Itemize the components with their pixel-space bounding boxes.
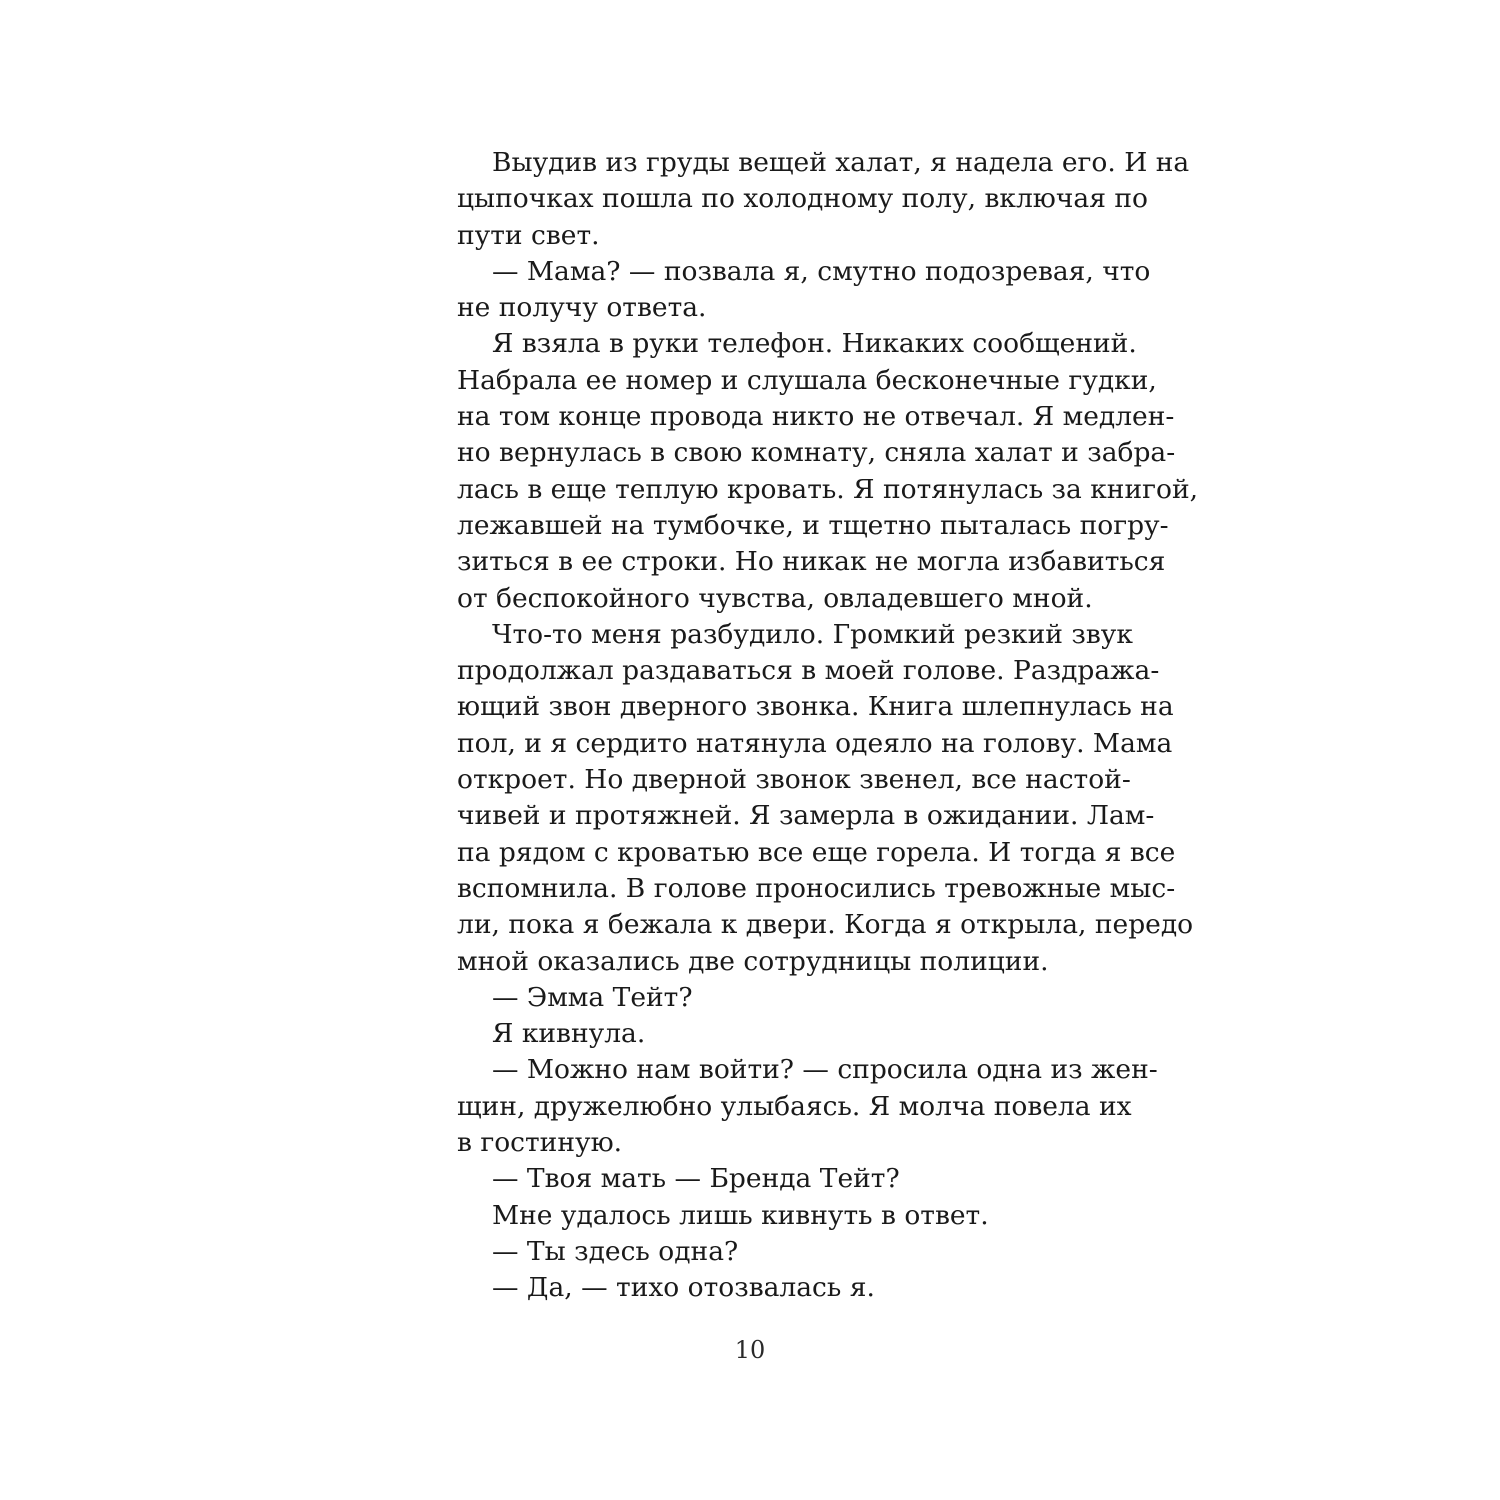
- text-line: Что-то меня разбудило. Громкий резкий звук: [492, 618, 1133, 650]
- text-line: Я взяла в руки телефон. Никаких сообщений.: [492, 328, 1137, 360]
- text-line: — Можно нам войти? — спросила одна из жен-: [492, 1054, 1158, 1086]
- text-line: — Ты здесь одна?: [492, 1235, 739, 1267]
- text-line: но вернулась в свою комнату, сняла халат и забра-: [457, 437, 1176, 469]
- text-line: цыпочках пошла по холодному полу, включая по: [457, 183, 1148, 215]
- text-line: вспомнила. В голове проносились тревожные мыс-: [457, 872, 1176, 904]
- text-line: в гостиную.: [457, 1127, 623, 1159]
- text-line: щин, дружелюбно улыбаясь. Я молча повела их: [457, 1090, 1132, 1122]
- text-line: — Да, — тихо отозвалась я.: [492, 1272, 875, 1304]
- text-line: па рядом с кроватью все еще горела. И тогда я все: [457, 836, 1176, 868]
- text-line: пути свет.: [457, 219, 600, 251]
- text-line: ющий звон дверного звонка. Книга шлепнулась на: [457, 691, 1174, 723]
- text-line: зиться в ее строки. Но никак не могла избавиться: [457, 546, 1166, 578]
- text-line: — Твоя мать — Бренда Тейт?: [492, 1163, 900, 1195]
- text-line: чивей и протяжней. Я замерла в ожидании. Лам-: [457, 800, 1155, 832]
- text-line: ли, пока я бежала к двери. Когда я открыла, передо: [457, 909, 1194, 941]
- text-line: — Эмма Тейт?: [492, 981, 693, 1013]
- text-line: лежавшей на тумбочке, и тщетно пыталась погру-: [457, 509, 1169, 541]
- text-line: Я кивнула.: [492, 1018, 646, 1050]
- text-line: пол, и я сердито натянула одеяло на голову. Мама: [457, 727, 1173, 759]
- page-number: 10: [734, 1336, 766, 1364]
- text-line: не получу ответа.: [457, 292, 707, 324]
- text-line: — Мама? — позвала я, смутно подозревая, что: [492, 255, 1151, 287]
- text-line: Мне удалось лишь кивнуть в ответ.: [492, 1199, 989, 1231]
- text-line: мной оказались две сотрудницы полиции.: [457, 945, 1049, 977]
- text-line: продолжал раздаваться в моей голове. Раздража-: [457, 655, 1160, 687]
- text-line: откроет. Но дверной звонок звенел, все настой-: [457, 764, 1131, 796]
- text-line: от беспокойного чувства, овладевшего мной.: [457, 582, 1093, 614]
- text-line: Набрала ее номер и слушала бесконечные гудки,: [457, 364, 1157, 396]
- text-line: на том конце провода никто не отвечал. Я медлен-: [457, 401, 1175, 433]
- body-text: [457, 145, 1199, 1307]
- text-line: Выудив из груды вещей халат, я надела его. И на: [492, 147, 1190, 178]
- text-line: лась в еще теплую кровать. Я потянулась за книгой,: [457, 473, 1199, 505]
